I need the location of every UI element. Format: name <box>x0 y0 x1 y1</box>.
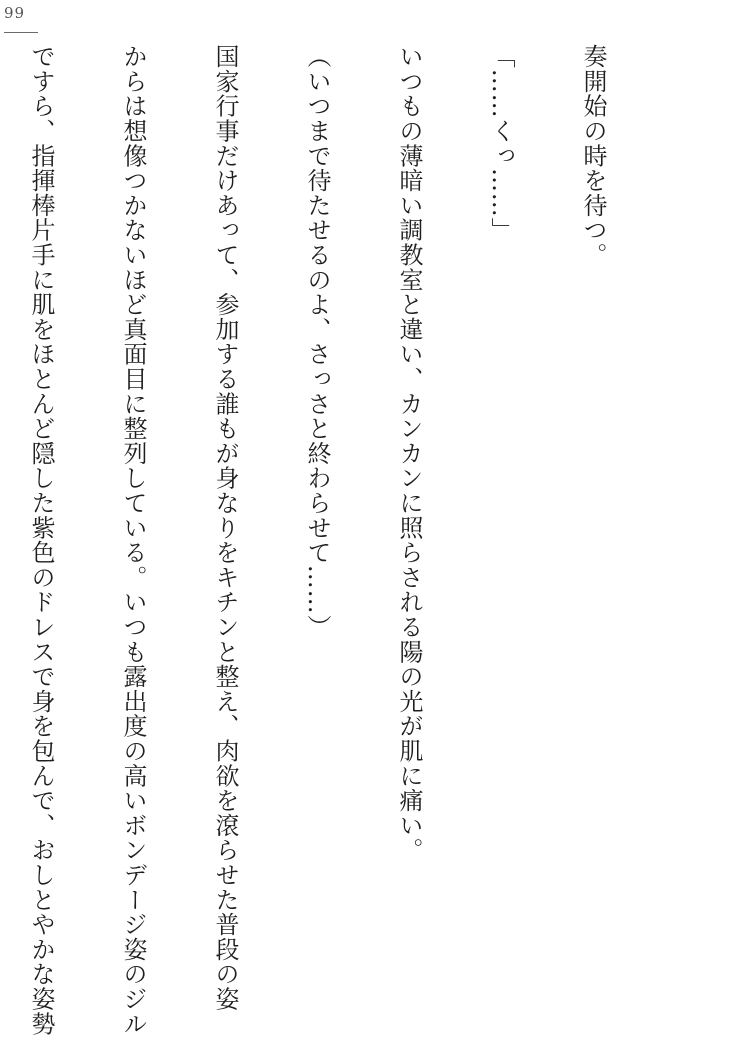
text-line: （いつまで待たせるのよ、さっさと終わらせて……） <box>303 44 331 640</box>
page-number-rule <box>4 32 38 33</box>
text-line: 「……くっ……」 <box>487 44 515 243</box>
text-line: 国家行事だけあって、参加する誰もが身なりをキチンと整え、肉欲を滾らせた普段の姿 <box>211 44 239 1012</box>
text-line: ですら、指揮棒片手に肌をほとんど隠した紫色のドレスで身を包んで、おしとやかな姿勢 <box>27 44 55 1036</box>
page-number: 99 <box>4 4 26 22</box>
body-text <box>0 44 662 1036</box>
text-line: 奏開始の時を待つ。 <box>579 44 607 268</box>
text-line: からは想像つかないほど真面目に整列している。いつも露出度の高いボンデージ姿のジル <box>119 44 147 1036</box>
text-line: いつもの薄暗い調教室と違い、カンカンに照らされる陽の光が肌に痛い。 <box>395 44 423 863</box>
